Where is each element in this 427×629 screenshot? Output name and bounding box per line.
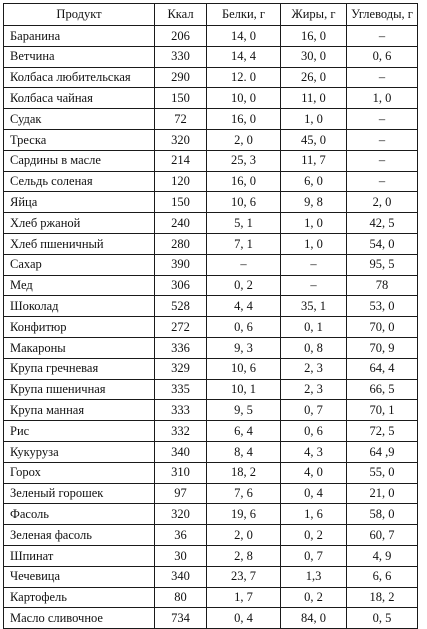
table-row (4, 400, 418, 421)
table-row (4, 88, 418, 109)
cell-carbs: 1, 0 (347, 88, 418, 109)
cell-kcal: 320 (155, 129, 207, 150)
cell-product: Сельдь соленая (4, 171, 155, 192)
table-row (4, 317, 418, 338)
cell-product: Судак (4, 109, 155, 130)
cell-protein: 9, 5 (207, 400, 281, 421)
cell-carbs: 21, 0 (347, 483, 418, 504)
table-row (4, 67, 418, 88)
cell-fat: 26, 0 (281, 67, 347, 88)
table-row (4, 545, 418, 566)
cell-carbs: 2, 0 (347, 192, 418, 213)
header-product: Продукт (4, 4, 155, 26)
cell-protein: – (207, 254, 281, 275)
cell-kcal: 310 (155, 462, 207, 483)
cell-kcal: 290 (155, 67, 207, 88)
cell-protein: 8, 4 (207, 441, 281, 462)
cell-kcal: 97 (155, 483, 207, 504)
cell-carbs: 4, 9 (347, 545, 418, 566)
nutrition-table (3, 3, 418, 629)
cell-protein: 0, 2 (207, 275, 281, 296)
cell-fat: 1, 0 (281, 233, 347, 254)
cell-kcal: 80 (155, 587, 207, 608)
cell-kcal: 336 (155, 337, 207, 358)
cell-kcal: 206 (155, 26, 207, 47)
header-protein: Белки, г (207, 4, 281, 26)
cell-protein: 14, 0 (207, 26, 281, 47)
cell-carbs: 54, 0 (347, 233, 418, 254)
cell-product: Мед (4, 275, 155, 296)
cell-carbs: 58, 0 (347, 504, 418, 525)
cell-product: Яйца (4, 192, 155, 213)
cell-fat: – (281, 254, 347, 275)
table-row (4, 26, 418, 47)
cell-kcal: 340 (155, 441, 207, 462)
cell-fat: 4, 0 (281, 462, 347, 483)
cell-carbs: – (347, 150, 418, 171)
cell-kcal: 36 (155, 525, 207, 546)
cell-protein: 10, 1 (207, 379, 281, 400)
table-row (4, 358, 418, 379)
cell-fat: 16, 0 (281, 26, 347, 47)
cell-product: Макароны (4, 337, 155, 358)
cell-kcal: 272 (155, 317, 207, 338)
cell-product: Крупа гречневая (4, 358, 155, 379)
cell-carbs: 0, 6 (347, 46, 418, 67)
cell-kcal: 330 (155, 46, 207, 67)
table-row (4, 608, 418, 629)
cell-product: Колбаса любительская (4, 67, 155, 88)
cell-kcal: 333 (155, 400, 207, 421)
table-row (4, 462, 418, 483)
table-row (4, 337, 418, 358)
cell-kcal: 150 (155, 88, 207, 109)
cell-kcal: 214 (155, 150, 207, 171)
table-row (4, 254, 418, 275)
cell-fat: 1, 6 (281, 504, 347, 525)
cell-kcal: 335 (155, 379, 207, 400)
cell-kcal: 150 (155, 192, 207, 213)
cell-carbs: 60, 7 (347, 525, 418, 546)
cell-carbs: – (347, 67, 418, 88)
table-row (4, 441, 418, 462)
cell-product: Рис (4, 421, 155, 442)
cell-product: Треска (4, 129, 155, 150)
cell-kcal: 120 (155, 171, 207, 192)
cell-product: Фасоль (4, 504, 155, 525)
cell-kcal: 320 (155, 504, 207, 525)
cell-fat: 0, 2 (281, 587, 347, 608)
cell-fat: 0, 2 (281, 525, 347, 546)
cell-fat: 84, 0 (281, 608, 347, 629)
cell-protein: 10, 6 (207, 358, 281, 379)
cell-product: Чечевица (4, 566, 155, 587)
table-row (4, 421, 418, 442)
cell-product: Баранина (4, 26, 155, 47)
cell-carbs: 53, 0 (347, 296, 418, 317)
cell-carbs: 95, 5 (347, 254, 418, 275)
table-row (4, 150, 418, 171)
cell-protein: 16, 0 (207, 109, 281, 130)
table-row (4, 504, 418, 525)
cell-product: Горох (4, 462, 155, 483)
cell-product: Хлеб ржаной (4, 213, 155, 234)
cell-protein: 9, 3 (207, 337, 281, 358)
cell-product: Сардины в масле (4, 150, 155, 171)
cell-fat: 2, 3 (281, 379, 347, 400)
table-row (4, 275, 418, 296)
cell-kcal: 340 (155, 566, 207, 587)
cell-carbs: 78 (347, 275, 418, 296)
cell-product: Конфитюр (4, 317, 155, 338)
cell-protein: 10, 0 (207, 88, 281, 109)
table-row (4, 566, 418, 587)
cell-fat: 1, 0 (281, 213, 347, 234)
cell-fat: 0, 7 (281, 545, 347, 566)
cell-kcal: 332 (155, 421, 207, 442)
table-row (4, 296, 418, 317)
cell-kcal: 390 (155, 254, 207, 275)
cell-protein: 2, 0 (207, 525, 281, 546)
cell-fat: 30, 0 (281, 46, 347, 67)
cell-protein: 16, 0 (207, 171, 281, 192)
cell-fat: 35, 1 (281, 296, 347, 317)
cell-kcal: 734 (155, 608, 207, 629)
cell-fat: 9, 8 (281, 192, 347, 213)
table-row (4, 192, 418, 213)
cell-protein: 25, 3 (207, 150, 281, 171)
header-carbs: Углеводы, г (347, 4, 418, 26)
cell-fat: 0, 7 (281, 400, 347, 421)
cell-product: Крупа манная (4, 400, 155, 421)
cell-protein: 14, 4 (207, 46, 281, 67)
cell-kcal: 329 (155, 358, 207, 379)
cell-kcal: 240 (155, 213, 207, 234)
cell-kcal: 306 (155, 275, 207, 296)
cell-fat: 4, 3 (281, 441, 347, 462)
table-row (4, 46, 418, 67)
cell-product: Крупа пшеничная (4, 379, 155, 400)
cell-protein: 7, 1 (207, 233, 281, 254)
cell-protein: 0, 4 (207, 608, 281, 629)
cell-carbs: 70, 1 (347, 400, 418, 421)
table-row (4, 109, 418, 130)
cell-carbs: 72, 5 (347, 421, 418, 442)
cell-protein: 2, 0 (207, 129, 281, 150)
cell-kcal: 30 (155, 545, 207, 566)
cell-protein: 5, 1 (207, 213, 281, 234)
cell-product: Колбаса чайная (4, 88, 155, 109)
header-row (4, 4, 418, 26)
cell-protein: 1, 7 (207, 587, 281, 608)
cell-kcal: 72 (155, 109, 207, 130)
cell-protein: 23, 7 (207, 566, 281, 587)
cell-carbs: 55, 0 (347, 462, 418, 483)
table-row (4, 129, 418, 150)
table-body (4, 26, 418, 629)
cell-carbs: 18, 2 (347, 587, 418, 608)
table-row (4, 233, 418, 254)
cell-product: Зеленый горошек (4, 483, 155, 504)
cell-protein: 7, 6 (207, 483, 281, 504)
cell-protein: 0, 6 (207, 317, 281, 338)
cell-fat: 11, 7 (281, 150, 347, 171)
table-header (4, 4, 418, 26)
table-row (4, 213, 418, 234)
cell-product: Ветчина (4, 46, 155, 67)
cell-fat: 45, 0 (281, 129, 347, 150)
cell-product: Картофель (4, 587, 155, 608)
cell-fat: 11, 0 (281, 88, 347, 109)
header-fat: Жиры, г (281, 4, 347, 26)
cell-product: Сахар (4, 254, 155, 275)
cell-kcal: 528 (155, 296, 207, 317)
table-row (4, 525, 418, 546)
cell-carbs: – (347, 109, 418, 130)
cell-protein: 19, 6 (207, 504, 281, 525)
cell-product: Шпинат (4, 545, 155, 566)
cell-product: Хлеб пшеничный (4, 233, 155, 254)
cell-carbs: 0, 5 (347, 608, 418, 629)
cell-product: Шоколад (4, 296, 155, 317)
cell-protein: 12. 0 (207, 67, 281, 88)
cell-fat: 0, 1 (281, 317, 347, 338)
cell-fat: 2, 3 (281, 358, 347, 379)
cell-fat: – (281, 275, 347, 296)
cell-fat: 0, 6 (281, 421, 347, 442)
cell-carbs: 70, 0 (347, 317, 418, 338)
table-row (4, 379, 418, 400)
header-kcal: Ккал (155, 4, 207, 26)
cell-product: Кукуруза (4, 441, 155, 462)
cell-protein: 10, 6 (207, 192, 281, 213)
cell-fat: 0, 8 (281, 337, 347, 358)
cell-carbs: – (347, 171, 418, 192)
cell-protein: 18, 2 (207, 462, 281, 483)
cell-product: Зеленая фасоль (4, 525, 155, 546)
cell-carbs: 66, 5 (347, 379, 418, 400)
cell-carbs: 70, 9 (347, 337, 418, 358)
cell-carbs: – (347, 26, 418, 47)
cell-carbs: 42, 5 (347, 213, 418, 234)
cell-fat: 1, 0 (281, 109, 347, 130)
cell-protein: 2, 8 (207, 545, 281, 566)
cell-carbs: 6, 6 (347, 566, 418, 587)
cell-carbs: 64 ,9 (347, 441, 418, 462)
cell-product: Масло сливочное (4, 608, 155, 629)
table-row (4, 587, 418, 608)
cell-carbs: – (347, 129, 418, 150)
cell-fat: 1,3 (281, 566, 347, 587)
cell-kcal: 280 (155, 233, 207, 254)
cell-fat: 6, 0 (281, 171, 347, 192)
cell-protein: 4, 4 (207, 296, 281, 317)
cell-protein: 6, 4 (207, 421, 281, 442)
table-row (4, 483, 418, 504)
cell-carbs: 64, 4 (347, 358, 418, 379)
table-row (4, 171, 418, 192)
cell-fat: 0, 4 (281, 483, 347, 504)
